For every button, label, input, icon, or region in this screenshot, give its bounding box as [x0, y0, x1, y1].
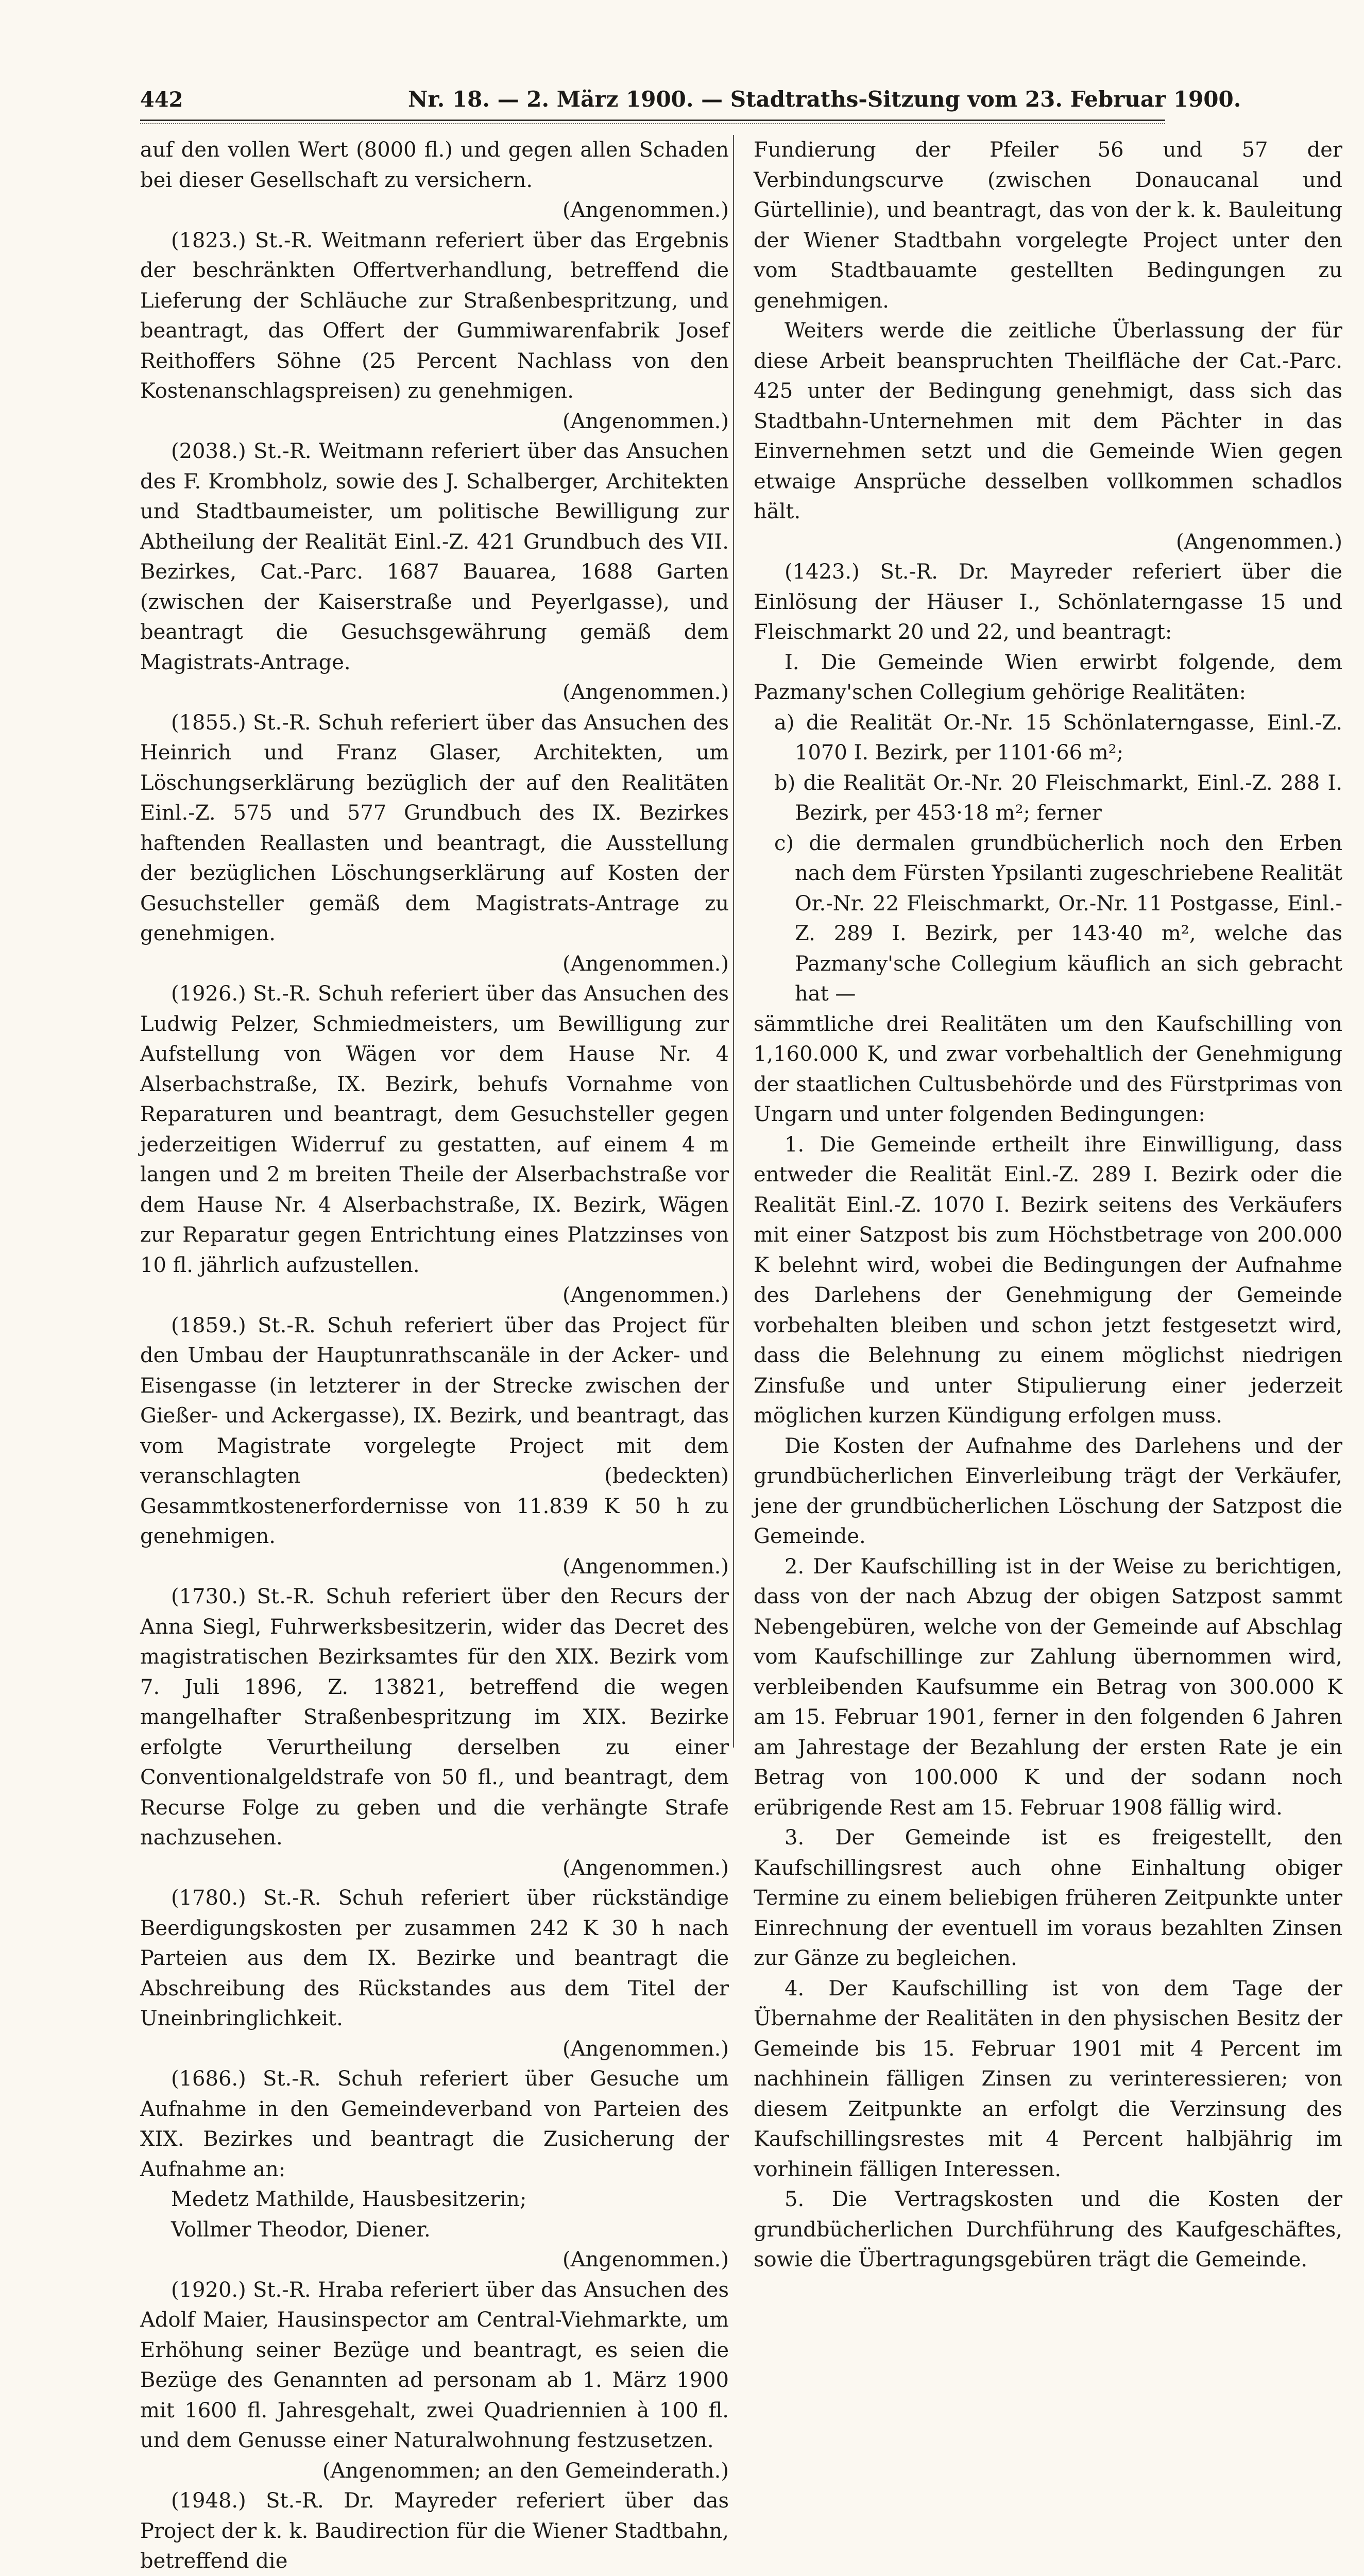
paragraph: 4. Der Kaufschilling ist von dem Tage der Übernahme der Realitäten in den physischen Besitz der Gemeinde bis 15. Februar 1901 mit 4 Percent im nachhinein fälligen Zinsen zu verinteressieren; von diesem Zeitpunkte an erfolgt die Verzinsung des Kaufschillingsrestes mit 4 Percent halbjährig im vorhinein fälligen Interessen.: [754, 1976, 1342, 2181]
column-divider: [733, 135, 734, 1748]
paragraph: I. Die Gemeinde Wien erwirbt folgende, dem Pazmany'schen Collegium gehörige Realitäten:: [754, 650, 1342, 704]
paragraph: Weiters werde die zeitliche Überlassung der für diese Arbeit beanspruchten Theilfläche der Cat.-Parc. 425 unter der Bedingung genehmigt, dass sich das Stadtbahn-Unternehmen mit dem Pächter in das Einvernehmen setzt und die Gemeinde Wien gegen etwaige Ansprüche desselben vollkommen schadlos hält.: [754, 319, 1342, 523]
paragraph: 1. Die Gemeinde ertheilt ihre Einwilligung, dass entweder die Realität Einl.-Z. 289 I. Bezirk oder die Realität Einl.-Z. 1070 I. Bezirk seitens des Verkäufers mit einer Satzpost bis zum Höchstbetrage von 200.000 K belehnt wird, wobei die Bedingungen der Aufnahme des Darlehens der Genehmigung der Gemeinde vorbehalten bleiben und schon jetzt festgesetzt wird, dass die Belehnung zu einem möglichst niedrigen Zinsfuße und unter Stipulierung einer jederzeit möglichen kurzen Kündigung erfolgen muss.: [754, 1132, 1342, 1428]
resolution-note: (Angenommen.): [562, 409, 729, 433]
resolution-note: (Angenommen.): [562, 1554, 729, 1579]
paragraph: (1823.) St.-R. Weitmann referiert über das Ergebnis der beschränkten Offertverhandlung, betreffend die Lieferung der Schläuche zur Straßenbespritzung, und beantragt, das Offert der Gummiwarenfabrik Josef Reithoffers Söhne (25 Percent Nachlass von den Kostenanschlagspreisen) zu genehmigen.: [140, 228, 729, 403]
left-column: [140, 135, 729, 2576]
resolution-note: (Angenommen.): [562, 1856, 729, 1880]
right-column: [754, 135, 1342, 2275]
page-number: 442: [140, 88, 183, 112]
resolution-note: (Angenommen.): [562, 2037, 729, 2061]
header-rule: [140, 120, 1165, 124]
paragraph: auf den vollen Wert (8000 fl.) und gegen allen Schaden bei dieser Gesellschaft zu versichern.: [140, 138, 729, 192]
resolution-note: (Angenommen; an den Gemeinderath.): [322, 2459, 729, 2483]
paragraph: Fundierung der Pfeiler 56 und 57 der Verbindungscurve (zwischen Donaucanal und Gürtellinie), und beantragt, das von der k. k. Bauleitung der Wiener Stadtbahn vorgelegte Project unter den vom Stadtbauamte gestellten Bedingungen zu genehmigen.: [754, 138, 1342, 313]
name-entry: Medetz Mathilde, Hausbesitzerin;: [171, 2188, 527, 2211]
paragraph: Die Kosten der Aufnahme des Darlehens und der grundbücherlichen Einverleibung trägt der Verkäufer, jene der grundbücherlichen Löschung der Satzpost die Gemeinde.: [754, 1434, 1342, 1548]
resolution-note: (Angenommen.): [562, 1283, 729, 1307]
resolution-note: (Angenommen.): [562, 2248, 729, 2272]
paragraph: (1780.) St.-R. Schuh referiert über rückständige Beerdigungskosten per zusammen 242 K 30 h nach Parteien aus dem IX. Bezirke und beantragt die Abschreibung des Rückstandes aus dem Titel der Uneinbringlichkeit.: [140, 1886, 729, 2030]
paragraph: (1948.) St.-R. Dr. Mayreder referiert über das Project der k. k. Baudirection für die Wiener Stadtbahn, betreffend die: [140, 2489, 729, 2573]
paragraph: 2. Der Kaufschilling ist in der Weise zu berichtigen, dass von der nach Abzug der obigen Satzpost sammt Nebengebüren, welche von der Gemeinde auf Abschlag vom Kaufschillinge zur Zahlung übernommen wird, verbleibenden Kaufsumme ein Betrag von 300.000 K am 15. Februar 1901, ferner in den folgenden 6 Jahren am Jahrestage der Bezahlung der ersten Rate je ein Betrag von 100.000 K und der sodann noch erübrigende Rest am 15. Februar 1908 fällig wird.: [754, 1554, 1342, 1820]
paragraph: 5. Die Vertragskosten und die Kosten der grundbücherlichen Durchführung des Kaufgeschäftes, sowie die Übertragungsgebüren trägt die Gemeinde.: [754, 2188, 1342, 2272]
resolution-note: (Angenommen.): [562, 952, 729, 976]
page-header: [140, 82, 1241, 118]
list-item: b) die Realität Or.-Nr. 20 Fleischmarkt, Einl.-Z. 288 I. Bezirk, per 453·18 m²; ferner: [774, 771, 1342, 825]
paragraph: (2038.) St.-R. Weitmann referiert über das Ansuchen des F. Krombholz, sowie des J. Schalberger, Architekten und Stadtbaumeister, um politische Bewilligung zur Abtheilung der Realität Einl.-Z. 421 Grundbuch des VII. Bezirkes, Cat.-Parc. 1687 Bauarea, 1688 Garten (zwischen der Kaiserstraße und Peyerlgasse), und beantragt die Gesuchsgewährung gemäß dem Magistrats-Antrage.: [140, 439, 729, 674]
resolution-note: (Angenommen.): [1176, 530, 1342, 554]
paragraph: 3. Der Gemeinde ist es freigestellt, den Kaufschillingsrest auch ohne Einhaltung obiger Termine zu einem beliebigen früheren Zeitpunkte unter Einrechnung der eventuell im voraus bezahlten Zinsen zur Gänze zu begleichen.: [754, 1826, 1342, 1970]
paragraph: (1423.) St.-R. Dr. Mayreder referiert über die Einlösung der Häuser I., Schönlaterngasse 15 und Fleischmarkt 20 und 22, und beantragt:: [754, 560, 1342, 644]
list-item: c) die dermalen grundbücherlich noch den Erben nach dem Fürsten Ypsilanti zugeschriebene Realität Or.-Nr. 22 Fleischmarkt, Or.-Nr. 11 Postgasse, Einl.-Z. 289 I. Bezirk, per 143·40 m², welche das Pazmany'sche Collegium käuflich an sich gebracht hat —: [774, 831, 1342, 1006]
list-item: a) die Realität Or.-Nr. 15 Schönlaterngasse, Einl.-Z. 1070 I. Bezirk, per 1101·66 m²;: [774, 710, 1342, 765]
paragraph: (1920.) St.-R. Hraba referiert über das Ansuchen des Adolf Maier, Hausinspector am Central-Viehmarkte, um Erhöhung seiner Bezüge und beantragt, es seien die Bezüge des Genannten ad personam ab 1. März 1900 mit 1600 fl. Jahresgehalt, zwei Quadriennien à 100 fl. und dem Genusse einer Naturalwohnung festzusetzen.: [140, 2278, 729, 2452]
paragraph: (1686.) St.-R. Schuh referiert über Gesuche um Aufnahme in den Gemeindeverband von Parteien des XIX. Bezirkes und beantragt die Zusicherung der Aufnahme an:: [140, 2067, 729, 2181]
resolution-note: (Angenommen.): [562, 681, 729, 704]
name-entry: Vollmer Theodor, Diener.: [171, 2217, 431, 2242]
paragraph: sämmtliche drei Realitäten um den Kaufschilling von 1,160.000 K, und zwar vorbehaltlich der Genehmigung der staatlichen Cultusbehörde und des Fürstprimas von Ungarn und unter folgenden Bedingungen:: [754, 1012, 1342, 1126]
paragraph: (1730.) St.-R. Schuh referiert über den Recurs der Anna Siegl, Fuhrwerksbesitzerin, wider das Decret des magistratischen Bezirksamtes für den XIX. Bezirk vom 7. Juli 1896, Z. 13821, betreffend die wegen mangelhafter Straßenbespritzung im XIX. Bezirke erfolgte Verurtheilung derselben zu einer Conventionalgeldstrafe von 50 fl., und beantragt, dem Recurse Folge zu geben und die verhängte Strafe nachzusehen.: [140, 1585, 729, 1850]
paragraph: (1855.) St.-R. Schuh referiert über das Ansuchen des Heinrich und Franz Glaser, Architekten, um Löschungserklärung bezüglich der auf den Realitäten Einl.-Z. 575 und 577 Grundbuch des IX. Bezirkes haftenden Reallasten und beantragt, die Ausstellung der bezüglichen Löschungserklärung auf Kosten der Gesuchsteller gemäß dem Magistrats-Antrage zu genehmigen.: [140, 710, 729, 945]
paragraph: (1859.) St.-R. Schuh referiert über das Project für den Umbau der Hauptunrathscanäle in der Acker- und Eisengasse (in letzterer in der Strecke zwischen der Gießer- und Ackergasse), IX. Bezirk, und beantragt, das vom Magistrate vorgelegte Project mit dem veranschlagten (bedeckten) Gesammtkostenerfordernisse von 11.839 K 50 h zu genehmigen.: [140, 1313, 729, 1548]
paragraph: (1926.) St.-R. Schuh referiert über das Ansuchen des Ludwig Pelzer, Schmiedmeisters, um Bewilligung zur Aufstellung von Wägen vor dem Hause Nr. 4 Alserbachstraße, IX. Bezirk, behufs Vornahme von Reparaturen und beantragt, dem Gesuchsteller gegen jederzeitigen Widerruf zu gestatten, auf einem 4 m langen und 2 m breiten Theile der Alserbachstraße vor dem Hause Nr. 4 Alserbachstraße, IX. Bezirk, Wägen zur Reparatur gegen Entrichtung eines Platzzinses von 10 fl. jährlich aufzustellen.: [140, 982, 729, 1277]
running-head: Nr. 18. — 2. März 1900. — Stadtraths-Sitzung vom 23. Februar 1900.: [408, 87, 1241, 112]
property-list: [754, 708, 1342, 1009]
resolution-note: (Angenommen.): [562, 198, 729, 222]
